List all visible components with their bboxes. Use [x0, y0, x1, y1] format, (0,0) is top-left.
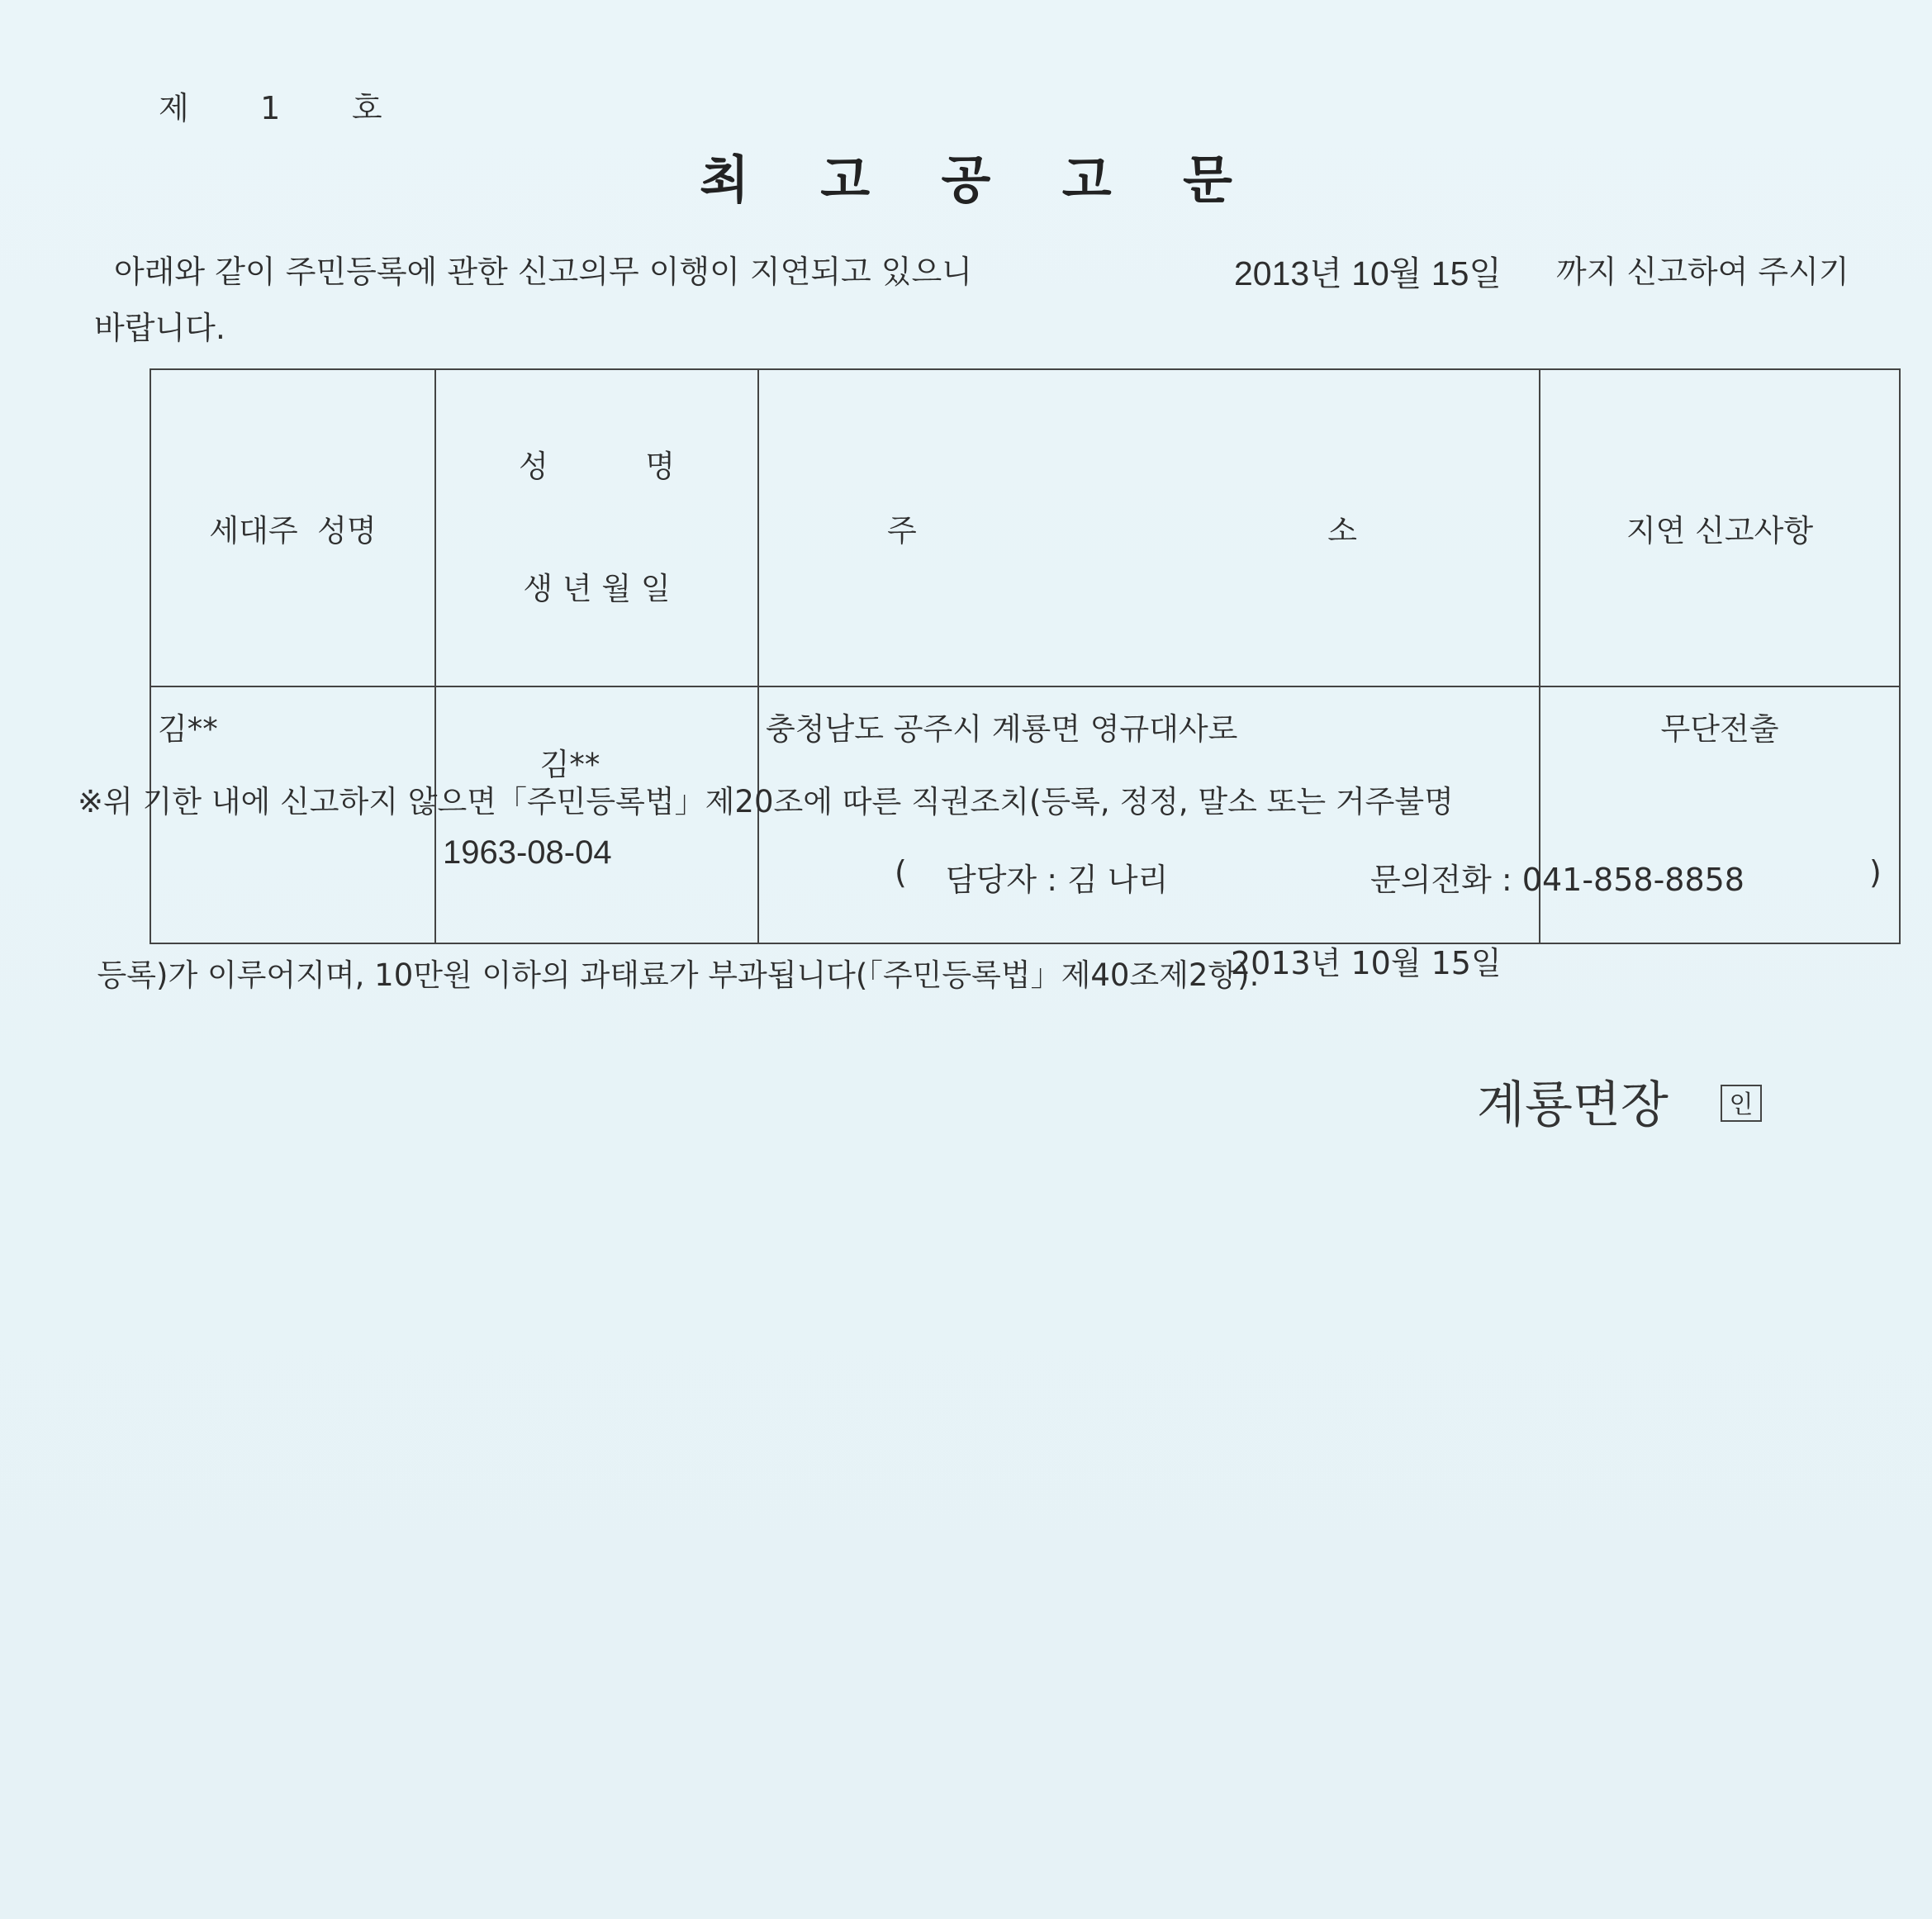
header-delay: 지연 신고사항 — [1540, 369, 1900, 686]
header-name-birth — [435, 369, 758, 686]
header-address — [758, 369, 1540, 686]
cell-name: 김** — [539, 747, 600, 782]
cell-birth: 1963-08-04 — [443, 834, 612, 871]
document-number: 제 1 호 — [159, 90, 384, 126]
warning-line1: ※위 기한 내에 신고하지 않으면「주민등록법」제20조에 따른 직권조치(등록, 정정, 말소 또는 거주불명 — [78, 784, 1454, 819]
intro-text-line1: 아래와 같이 주민등록에 관한 신고의무 이행이 지연되고 있으니 — [114, 254, 972, 290]
seal-box: 인 — [1721, 1085, 1762, 1122]
cell-householder: 김** — [150, 686, 435, 943]
contact-manager: 담당자 : 김 나리 — [946, 862, 1169, 898]
issue-date: 2013년 10월 15일 — [1231, 945, 1502, 981]
cell-address: 충청남도 공주시 계룡면 영규대사로 — [758, 686, 1540, 943]
header-birth: 생 년 월 일 — [523, 571, 671, 606]
deadline-date: 2013년 10월 15일 — [1234, 254, 1502, 292]
table-header-row — [150, 369, 1900, 686]
cell-delay: 무단전출 — [1540, 686, 1900, 943]
header-name: 성 명 — [518, 449, 676, 484]
warning-line2: 등록)가 이루어지며, 10만원 이하의 과태료가 부과됩니다(「주민등록법」제40조제2항). — [78, 957, 1260, 993]
header-address-left: 주 — [887, 513, 917, 549]
header-householder: 세대주 성명 — [150, 369, 435, 686]
header-address-right: 소 — [1327, 513, 1357, 549]
intro-text-line2: 바랍니다. — [94, 310, 225, 346]
signature-name: 계룡면장 — [1477, 1076, 1669, 1134]
document-title: 최 고 공 고 문 — [700, 150, 1232, 210]
intro-text-line1-end: 까지 신고하여 주시기 — [1556, 254, 1849, 290]
contact-open-paren: ( — [895, 854, 907, 891]
contact-close-paren: ) — [1869, 854, 1882, 891]
contact-phone: 문의전화 : 041-858-8858 — [1370, 862, 1744, 898]
